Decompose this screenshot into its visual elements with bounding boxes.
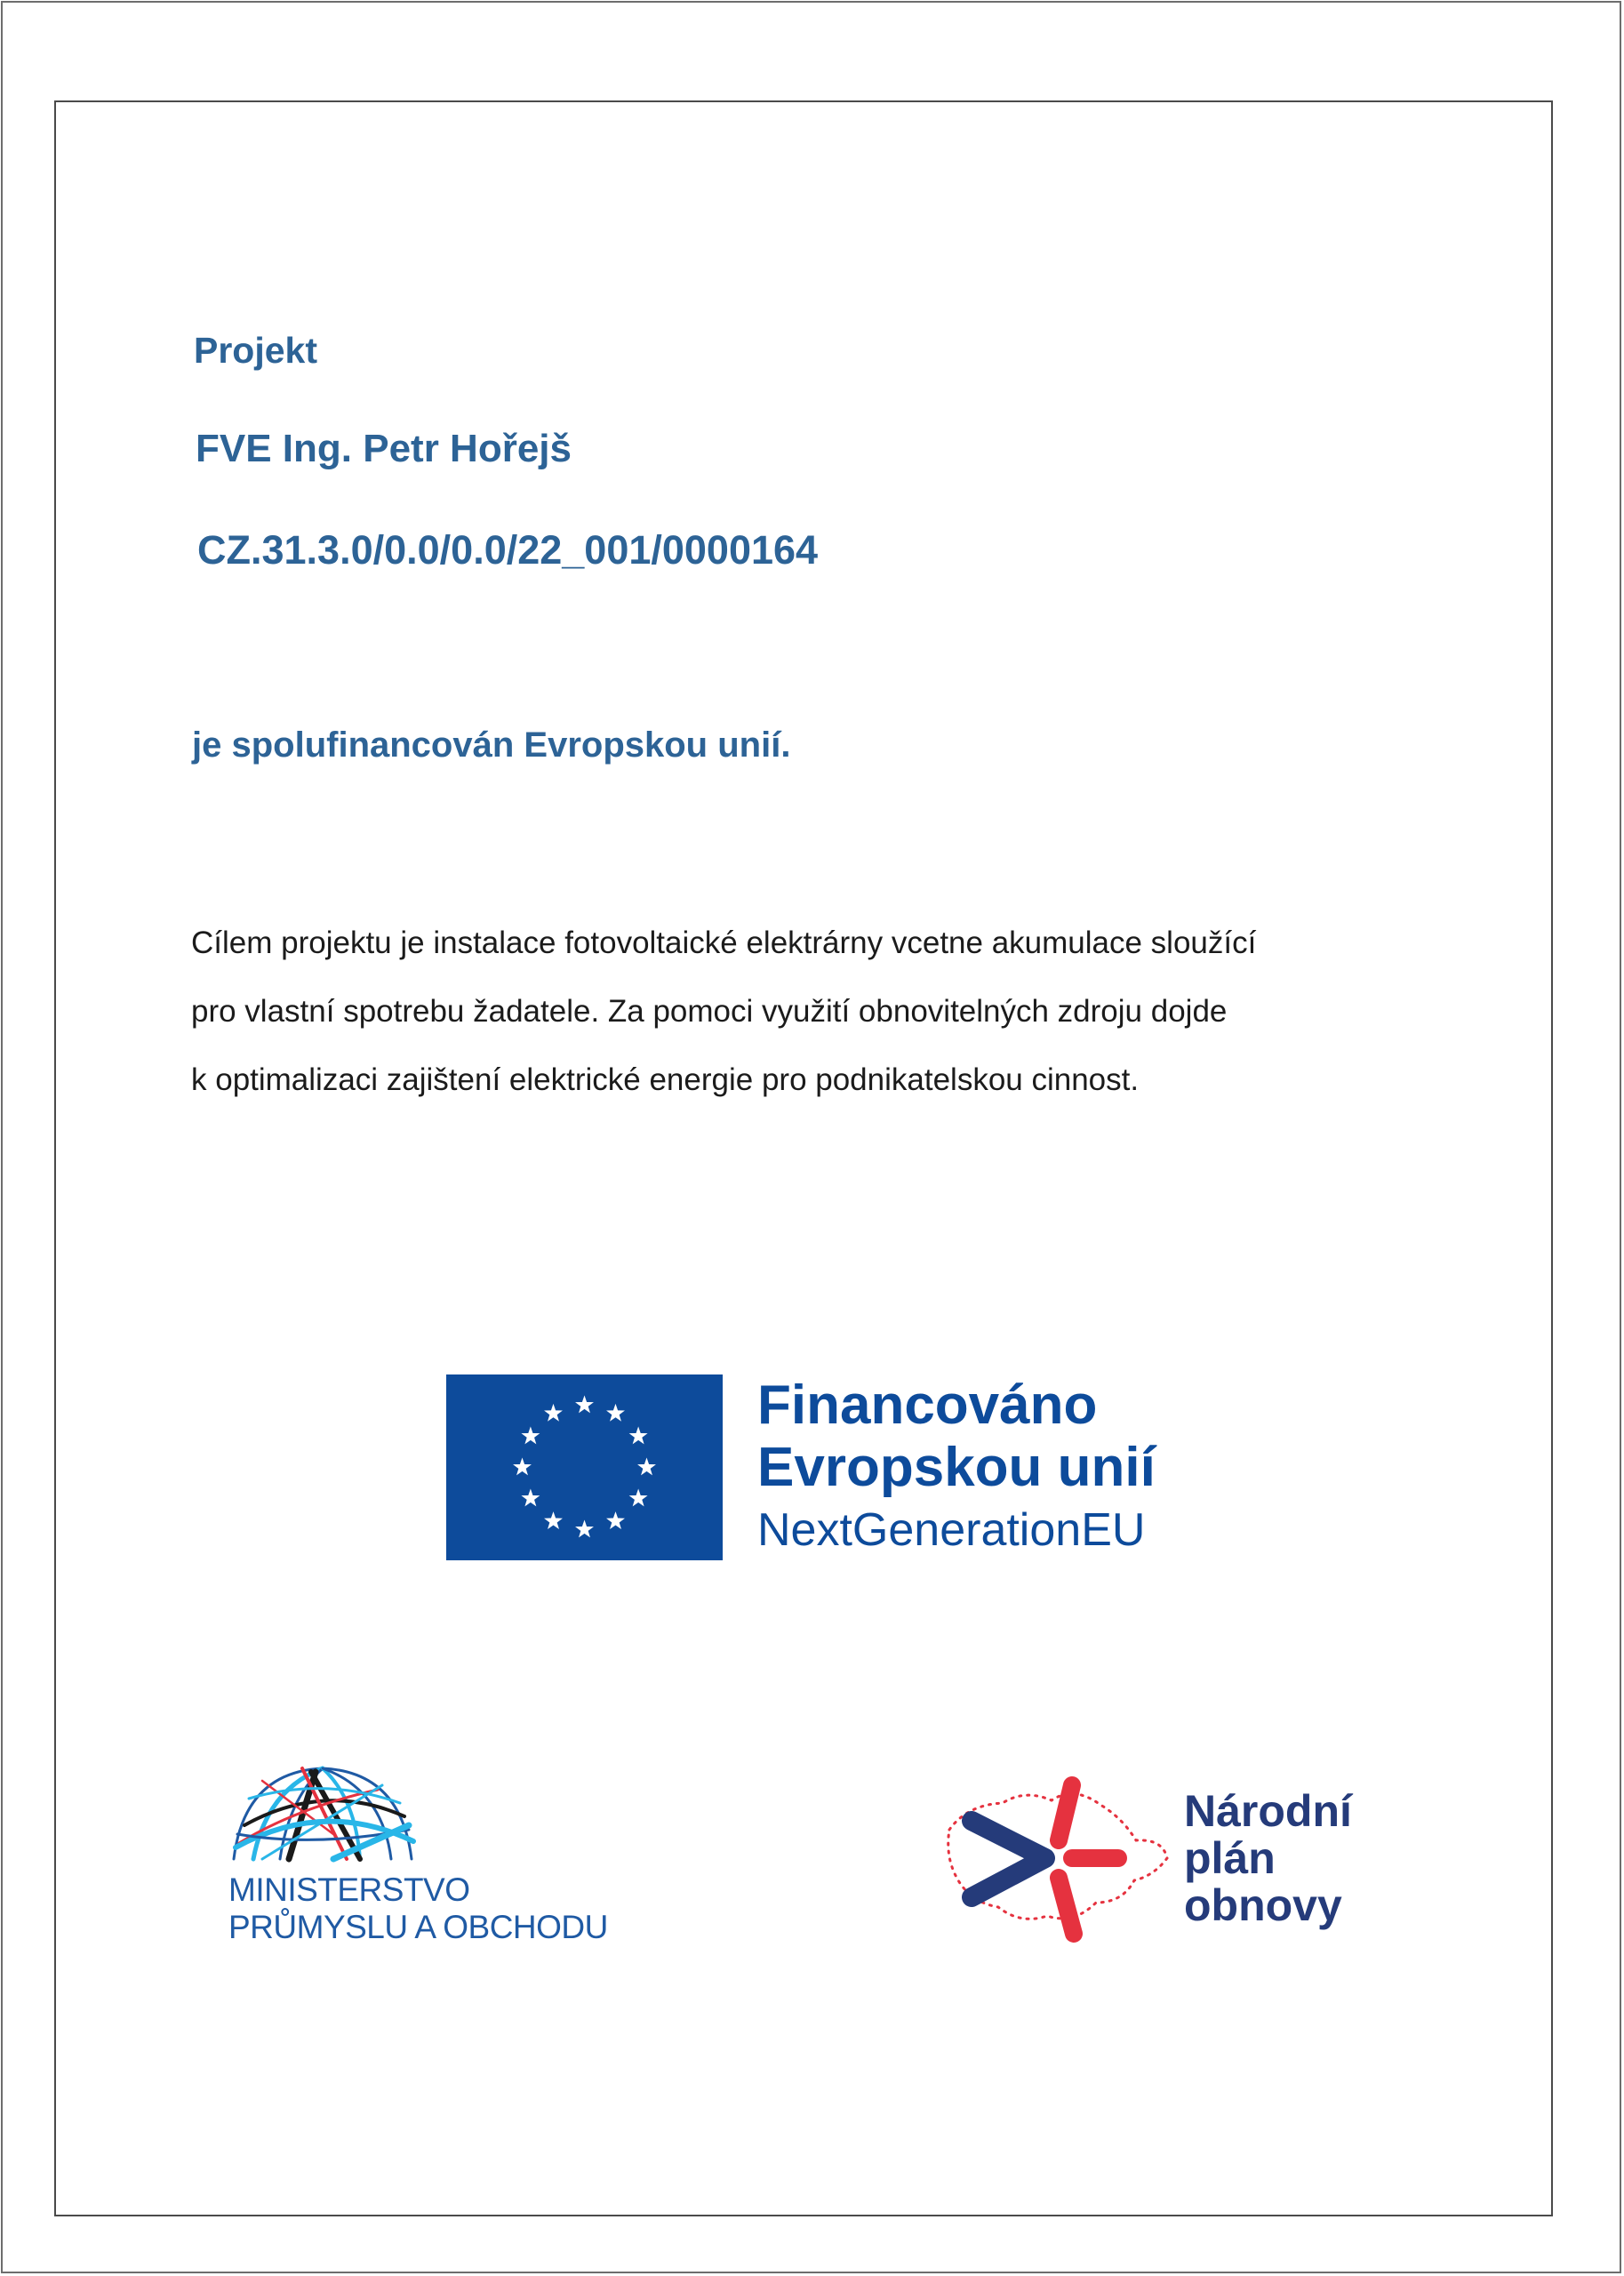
eu-funding-line1: Financováno [757, 1374, 1098, 1436]
project-name: FVE Ing. Petr Hořejš [196, 427, 572, 470]
npo-name-line2: plán [1184, 1833, 1276, 1883]
ministry-name-line2: PRŮMYSLU A OBCHODU [228, 1909, 608, 1945]
cofinanced-statement: je spolufinancován Evropskou unií. [192, 725, 791, 765]
npo-star-map-icon [940, 1769, 1172, 1951]
eu-funding-line2: Evropskou unií [757, 1437, 1156, 1498]
npo-name [1184, 1788, 1352, 1929]
eu-funding-text [757, 1374, 1156, 1559]
description-line: k optimalizaci zajištení elektrické energie pro podnikatelskou cinnost. [191, 1062, 1140, 1097]
description-line: Cílem projektu je instalace fotovoltaické elektrárny vcetne akumulace sloužící [191, 926, 1257, 960]
ministry-name-line1: MINISTERSTVO [228, 1871, 470, 1908]
project-label: Projekt [194, 330, 317, 371]
project-code: CZ.31.3.0/0.0/0.0/22_001/0000164 [197, 527, 819, 573]
eu-funding-line3: NextGenerationEU [757, 1504, 1146, 1556]
eu-funding-logo [446, 1374, 1175, 1561]
project-description [191, 909, 1453, 1114]
ministry-logo [227, 1756, 644, 1951]
npo-name-line1: Národní [1184, 1786, 1352, 1836]
eu-flag-icon [446, 1374, 723, 1560]
ministry-globe-icon [227, 1763, 418, 1863]
npo-logo [940, 1769, 1385, 1956]
description-line: pro vlastní spotrebu žadatele. Za pomoci využití obnovitelných zdroju dojde [191, 994, 1228, 1029]
ministry-name [228, 1871, 608, 1946]
npo-name-line3: obnovy [1184, 1880, 1342, 1930]
